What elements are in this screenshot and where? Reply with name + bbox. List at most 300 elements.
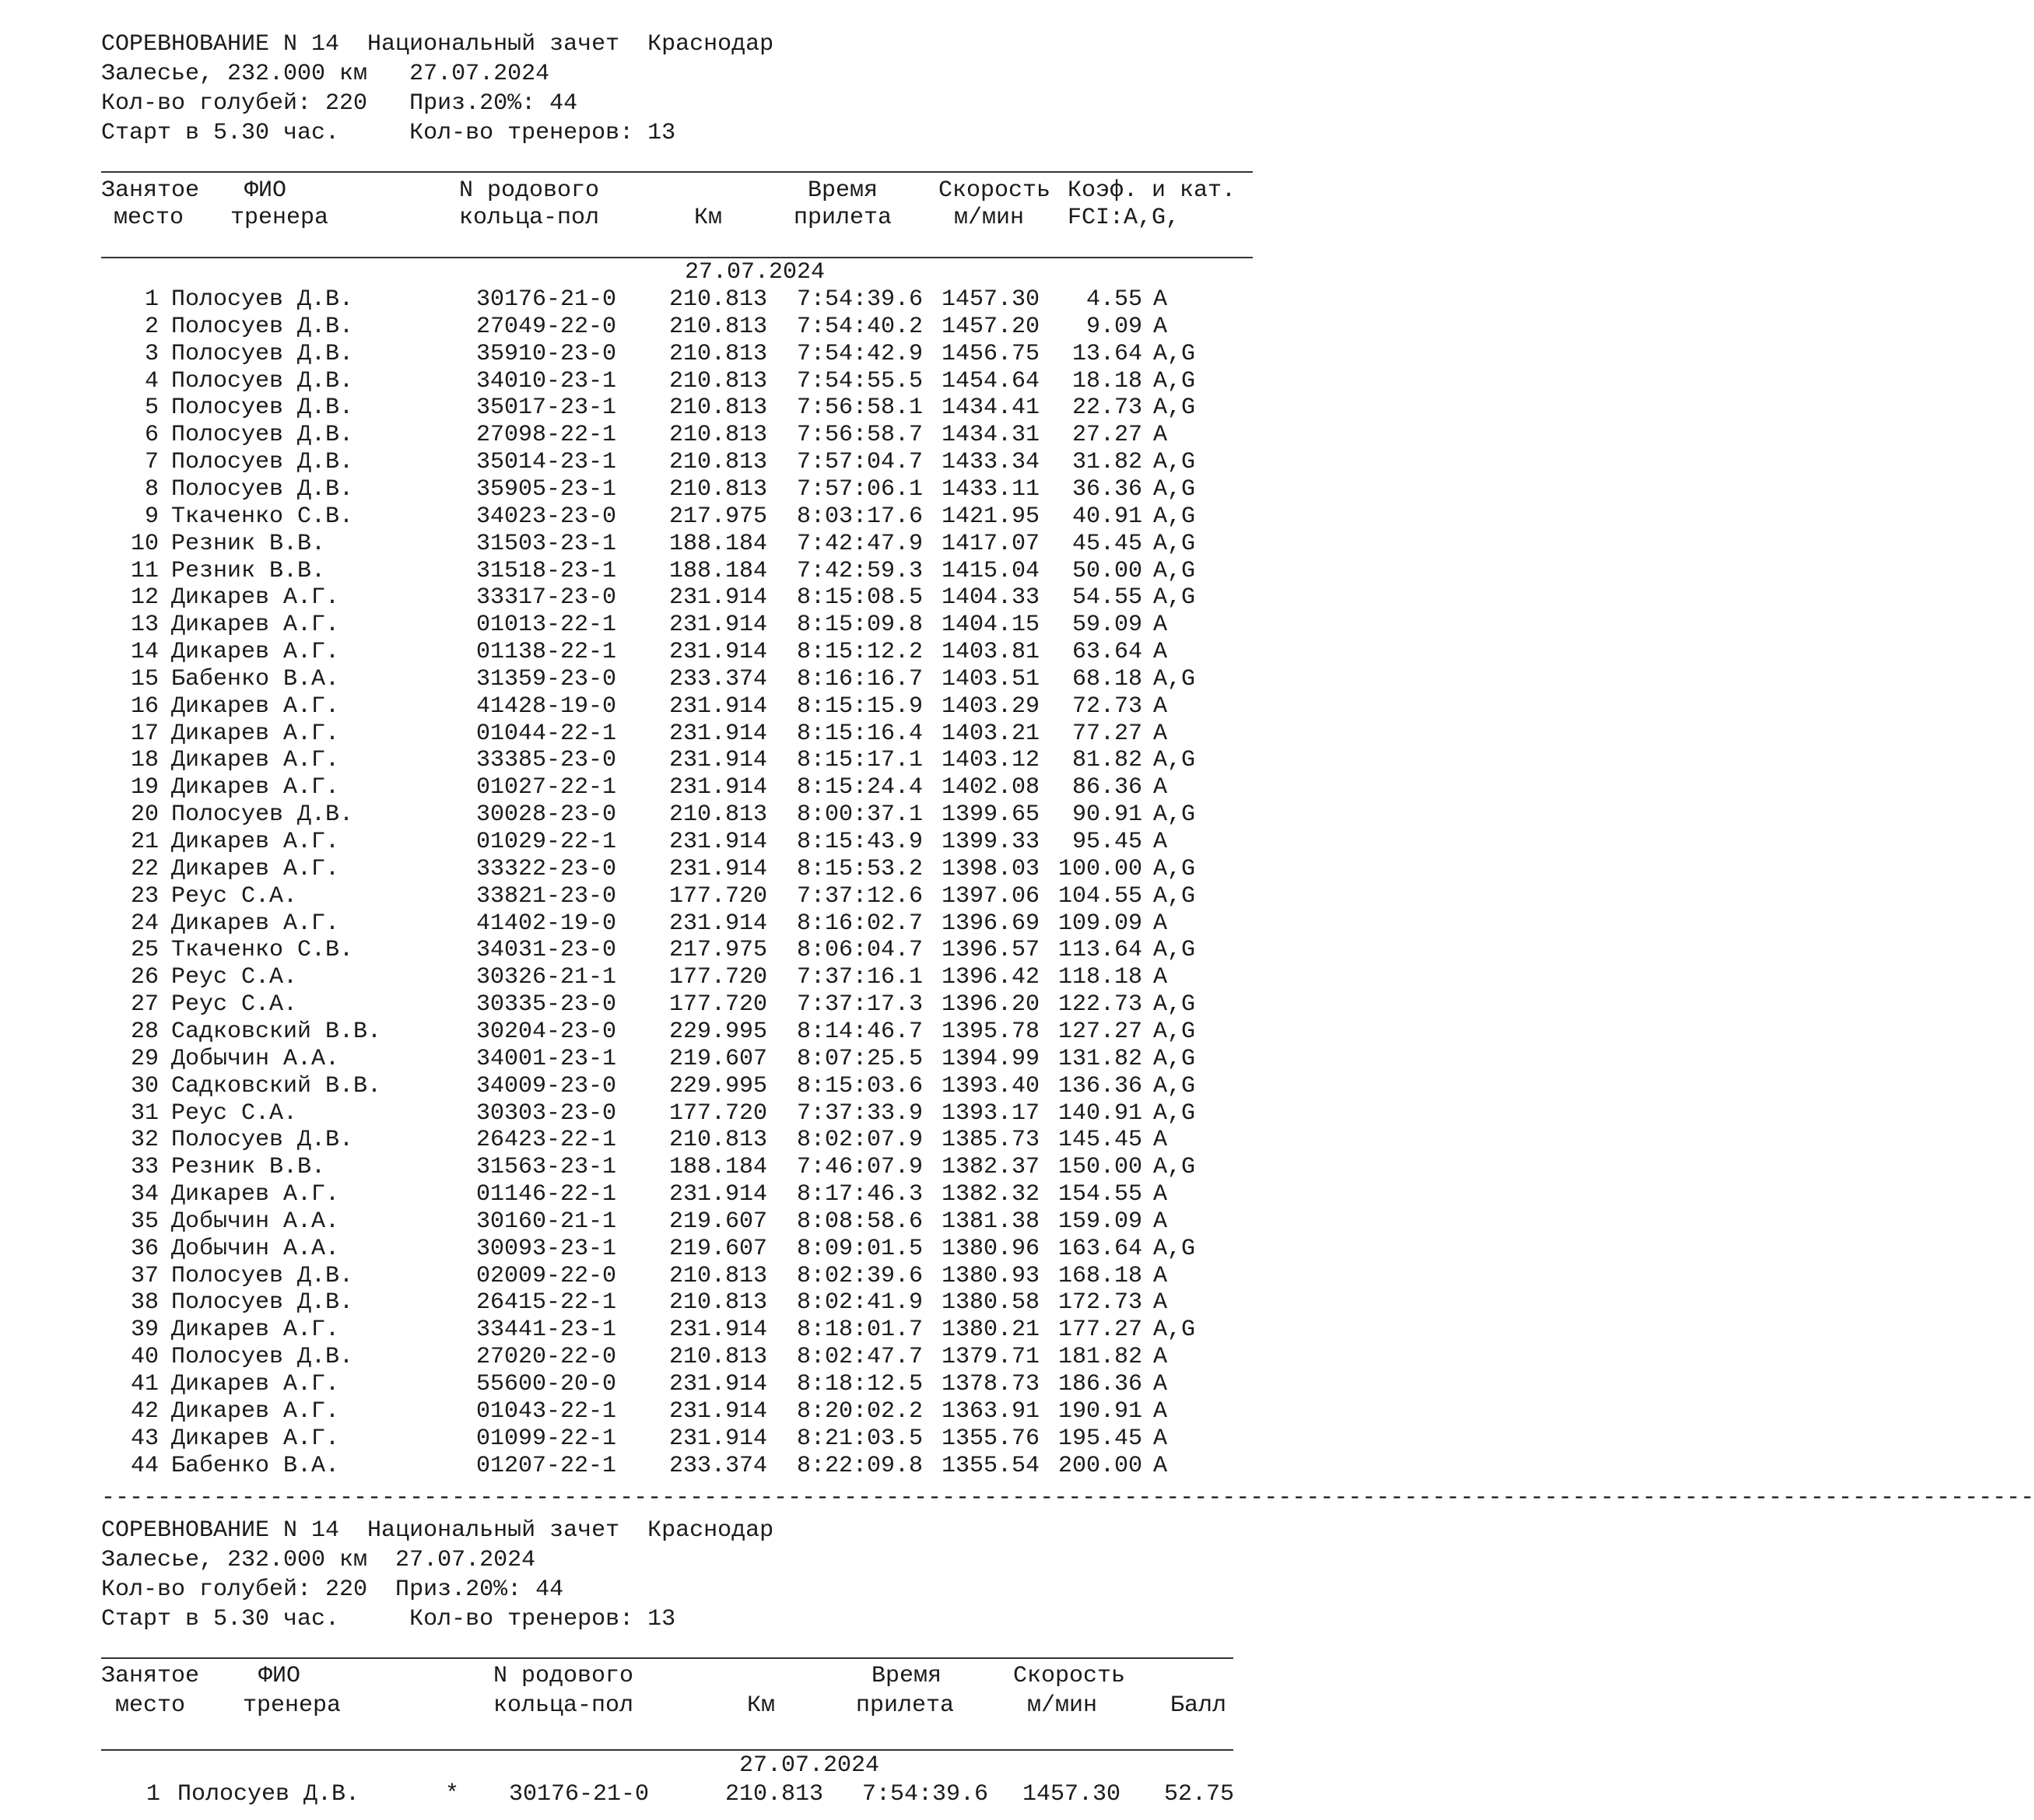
cell-cat: A,G	[1153, 666, 1196, 693]
cell-name: Дикарев А.Г.	[171, 829, 340, 855]
header-top-rule	[101, 171, 1253, 173]
cell-cat: A,G	[1153, 476, 1196, 503]
cell-time: 7:57:04.7	[796, 449, 923, 475]
cell-time: 8:06:04.7	[796, 937, 923, 963]
cell-place: 36	[130, 1236, 159, 1262]
cell-time: 8:02:07.9	[796, 1127, 923, 1153]
competition-title-line: СОРЕВНОВАНИЕ N 14 Национальный зачет Краснодар	[101, 31, 774, 58]
cell-coef: 100.00	[1057, 856, 1142, 882]
col-speed-header: Скорость	[938, 177, 1051, 204]
cell-time: 7:37:17.3	[796, 991, 923, 1018]
cell-km: 210.813	[668, 449, 767, 475]
cell-speed: 1378.73	[941, 1371, 1040, 1397]
cell-cat: A	[1153, 1425, 1168, 1452]
cell-ring: 34009-23-0	[476, 1073, 617, 1099]
cell-km: 210.813	[668, 476, 767, 503]
cell-name: Полосуев Д.В.	[171, 314, 354, 340]
cell-name: Полосуев Д.В.	[171, 395, 354, 421]
cell-ring: 31563-23-1	[476, 1154, 617, 1180]
cell-coef: 81.82	[1071, 747, 1142, 773]
cell-km: 217.975	[668, 503, 767, 530]
cell-time: 8:15:24.4	[796, 774, 923, 801]
col2-name-header-2: тренера	[243, 1692, 342, 1719]
cell-place: 43	[130, 1425, 159, 1452]
cell-time: 8:07:25.5	[796, 1046, 923, 1072]
cell-time: 7:56:58.7	[796, 422, 923, 448]
cell-ring: 30093-23-1	[476, 1236, 617, 1262]
cell-place: 21	[130, 829, 159, 855]
cell-name: Бабенко В.А.	[171, 666, 340, 693]
header-bottom-rule	[101, 257, 1253, 258]
cell-name: Полосуев Д.В.	[171, 422, 354, 448]
cell-ring: 34010-23-1	[476, 368, 617, 395]
col2-speed-header: Скорость	[1013, 1663, 1126, 1689]
col2-ring-header-2: кольца-пол	[493, 1692, 634, 1719]
cell-km: 231.914	[668, 612, 767, 638]
cell-coef: 40.91	[1071, 503, 1142, 530]
cell-ring: 41402-19-0	[476, 910, 617, 937]
cell-name: Полосуев Д.В.	[171, 1127, 354, 1153]
cell-time: 8:09:01.5	[796, 1236, 923, 1262]
cell-cat: A	[1153, 1181, 1168, 1208]
col-place-header: Занятое	[101, 177, 200, 204]
cell-km: 229.995	[668, 1073, 767, 1099]
cell-cat: A,G	[1153, 1019, 1196, 1045]
cell-place: 44	[130, 1453, 159, 1479]
cell-ring: 01138-22-1	[476, 639, 617, 665]
col-time-header: Время	[808, 177, 878, 204]
cell-time: 8:21:03.5	[796, 1425, 923, 1452]
cell-speed: 1394.99	[941, 1046, 1040, 1072]
cell-cat: A,G	[1153, 368, 1196, 395]
cell-coef: 9.09	[1085, 314, 1142, 340]
cell-speed: 1399.65	[941, 801, 1040, 828]
cell-km: 231.914	[668, 774, 767, 801]
cell-cat: A,G	[1153, 1073, 1196, 1099]
cell-name: Дикарев А.Г.	[171, 1317, 340, 1343]
cell-place: 28	[130, 1019, 159, 1045]
cell-coef: 177.27	[1057, 1317, 1142, 1343]
cell-place: 7	[144, 449, 159, 475]
cell-place: 40	[130, 1344, 159, 1370]
table-2-date: 27.07.2024	[738, 1752, 880, 1779]
cell-km: 233.374	[668, 666, 767, 693]
cell-km: 210.813	[668, 1344, 767, 1370]
cell-place: 25	[130, 937, 159, 963]
cell-coef: 186.36	[1057, 1371, 1142, 1397]
cell-name: Полосуев Д.В.	[177, 1781, 360, 1808]
cell-coef: 45.45	[1071, 531, 1142, 557]
cell-place: 6	[144, 422, 159, 448]
cell-ring: 01027-22-1	[476, 774, 617, 801]
cell-ring: 34031-23-0	[476, 937, 617, 963]
cell-coef: 77.27	[1071, 721, 1142, 747]
cell-ring: 35017-23-1	[476, 395, 617, 421]
cell-place: 2	[144, 314, 159, 340]
cell-speed: 1381.38	[941, 1208, 1040, 1235]
cell-ring: 35910-23-0	[476, 341, 617, 367]
cell-ring: 31518-23-1	[476, 558, 617, 584]
cell-name: Дикарев А.Г.	[171, 584, 340, 611]
cell-place: 12	[130, 584, 159, 611]
cell-name: Резник В.В.	[171, 1154, 326, 1180]
cell-km: 231.914	[668, 829, 767, 855]
cell-time: 8:15:03.6	[796, 1073, 923, 1099]
cell-time: 7:54:55.5	[796, 368, 923, 395]
cell-speed: 1355.54	[941, 1453, 1040, 1479]
cell-speed: 1403.12	[941, 747, 1040, 773]
cell-coef: 145.45	[1057, 1127, 1142, 1153]
cell-time: 8:15:15.9	[796, 693, 923, 720]
cell-km: 188.184	[668, 531, 767, 557]
cell-place: 38	[130, 1289, 159, 1316]
cell-cat: A,G	[1153, 856, 1196, 882]
section-divider: ------------------------------------------------------------------------------------------------------------------------------------------	[101, 1485, 2034, 1511]
cell-place: 35	[130, 1208, 159, 1235]
col-coef-header: Коэф. и кат.	[1068, 177, 1236, 204]
cell-speed: 1404.33	[941, 584, 1040, 611]
cell-ring: 41428-19-0	[476, 693, 617, 720]
cell-cat: A	[1153, 774, 1168, 801]
cell-cat: A,G	[1153, 558, 1196, 584]
start-time-line: Старт в 5.30 час. Кол-во тренеров: 13	[101, 120, 676, 146]
cell-coef: 4.55	[1085, 286, 1142, 313]
cell-coef: 86.36	[1071, 774, 1142, 801]
cell-ring: 27049-22-0	[476, 314, 617, 340]
cell-cat: A,G	[1153, 584, 1196, 611]
cell-coef: 172.73	[1057, 1289, 1142, 1316]
cell-time: 7:37:33.9	[796, 1100, 923, 1127]
cell-place: 14	[130, 639, 159, 665]
cell-ring: 26423-22-1	[476, 1127, 617, 1153]
cell-place: 34	[130, 1181, 159, 1208]
cell-coef: 159.09	[1057, 1208, 1142, 1235]
cell-ring: 27098-22-1	[476, 422, 617, 448]
cell-coef: 190.91	[1057, 1398, 1142, 1425]
table-1-date: 27.07.2024	[684, 259, 826, 286]
cell-speed: 1404.15	[941, 612, 1040, 638]
cell-speed: 1380.93	[941, 1263, 1040, 1289]
cell-km: 177.720	[668, 1100, 767, 1127]
cell-ring: 30160-21-1	[476, 1208, 617, 1235]
cell-speed: 1434.41	[941, 395, 1040, 421]
competition-title-line-2: СОРЕВНОВАНИЕ N 14 Национальный зачет Краснодар	[101, 1517, 774, 1544]
cell-km: 219.607	[668, 1208, 767, 1235]
cell-coef: 18.18	[1071, 368, 1142, 395]
cell-name: Ткаченко С.В.	[171, 937, 354, 963]
cell-name: Дикарев А.Г.	[171, 721, 340, 747]
cell-speed: 1457.30	[1022, 1781, 1120, 1808]
cell-place: 19	[130, 774, 159, 801]
cell-name: Резник В.В.	[171, 531, 326, 557]
cell-coef: 122.73	[1057, 991, 1142, 1018]
cell-ring: 33322-23-0	[476, 856, 617, 882]
cell-name: Полосуев Д.В.	[171, 476, 354, 503]
cell-place: 8	[144, 476, 159, 503]
cell-time: 8:15:16.4	[796, 721, 923, 747]
cell-cat: A,G	[1153, 801, 1196, 828]
cell-name: Полосуев Д.В.	[171, 449, 354, 475]
cell-speed: 1417.07	[941, 531, 1040, 557]
cell-cat: A	[1153, 964, 1168, 991]
cell-ring: 30176-21-0	[476, 286, 617, 313]
cell-mark: *	[445, 1781, 460, 1808]
cell-place: 27	[130, 991, 159, 1018]
cell-time: 8:15:17.1	[796, 747, 923, 773]
cell-time: 8:18:12.5	[796, 1371, 923, 1397]
cell-speed: 1433.34	[941, 449, 1040, 475]
cell-km: 231.914	[668, 693, 767, 720]
cell-name: Дикарев А.Г.	[171, 774, 340, 801]
cell-cat: A	[1153, 422, 1168, 448]
cell-coef: 54.55	[1071, 584, 1142, 611]
cell-name: Дикарев А.Г.	[171, 1425, 340, 1452]
cell-name: Дикарев А.Г.	[171, 1371, 340, 1397]
cell-speed: 1396.57	[941, 937, 1040, 963]
cell-time: 8:18:01.7	[796, 1317, 923, 1343]
cell-coef: 150.00	[1057, 1154, 1142, 1180]
cell-coef: 195.45	[1057, 1425, 1142, 1452]
cell-speed: 1382.32	[941, 1181, 1040, 1208]
col-coef-header-2: FCI:A,G,	[1068, 205, 1180, 231]
cell-name: Реус С.А.	[171, 1100, 298, 1127]
cell-place: 13	[130, 612, 159, 638]
cell-km: 229.995	[668, 1019, 767, 1045]
col2-time-header: Время	[871, 1663, 942, 1689]
cell-place: 31	[130, 1100, 159, 1127]
cell-km: 210.813	[668, 368, 767, 395]
cell-ring: 33385-23-0	[476, 747, 617, 773]
cell-ring: 26415-22-1	[476, 1289, 617, 1316]
cell-cat: A	[1153, 1398, 1168, 1425]
cell-name: Добычин А.А.	[171, 1046, 340, 1072]
cell-place: 5	[144, 395, 159, 421]
cell-place: 9	[144, 503, 159, 530]
cell-ring: 55600-20-0	[476, 1371, 617, 1397]
cell-time: 8:14:46.7	[796, 1019, 923, 1045]
cell-name: Реус С.А.	[171, 991, 298, 1018]
cell-place: 3	[144, 341, 159, 367]
cell-place: 41	[130, 1371, 159, 1397]
cell-name: Реус С.А.	[171, 883, 298, 910]
col-name-header-2: тренера	[230, 205, 329, 231]
cell-name: Дикарев А.Г.	[171, 1398, 340, 1425]
cell-time: 8:15:43.9	[796, 829, 923, 855]
cell-name: Резник В.В.	[171, 558, 326, 584]
col2-name-header: ФИО	[258, 1663, 301, 1689]
cell-coef: 127.27	[1057, 1019, 1142, 1045]
cell-cat: A,G	[1153, 1317, 1196, 1343]
col2-time-header-2: прилета	[856, 1692, 955, 1719]
col-speed-header-2: м/мин	[954, 205, 1025, 231]
cell-ring: 31359-23-0	[476, 666, 617, 693]
header-bottom-rule-2	[101, 1749, 1233, 1751]
cell-time: 8:15:08.5	[796, 584, 923, 611]
cell-ring: 30335-23-0	[476, 991, 617, 1018]
cell-time: 8:22:09.8	[796, 1453, 923, 1479]
cell-speed: 1393.17	[941, 1100, 1040, 1127]
cell-speed: 1421.95	[941, 503, 1040, 530]
cell-speed: 1403.21	[941, 721, 1040, 747]
cell-speed: 1397.06	[941, 883, 1040, 910]
cell-cat: A	[1153, 612, 1168, 638]
cell-speed: 1385.73	[941, 1127, 1040, 1153]
cell-time: 7:54:40.2	[796, 314, 923, 340]
cell-cat: A,G	[1153, 531, 1196, 557]
cell-time: 7:42:47.9	[796, 531, 923, 557]
cell-speed: 1380.21	[941, 1317, 1040, 1343]
col2-km-header: Км	[747, 1692, 776, 1719]
cell-cat: A	[1153, 286, 1168, 313]
cell-coef: 118.18	[1057, 964, 1142, 991]
location-line: Залесье, 232.000 км 27.07.2024	[101, 61, 550, 87]
cell-cat: A,G	[1153, 449, 1196, 475]
cell-coef: 13.64	[1071, 341, 1142, 367]
cell-coef: 50.00	[1071, 558, 1142, 584]
cell-coef: 109.09	[1057, 910, 1142, 937]
cell-name: Полосуев Д.В.	[171, 1263, 354, 1289]
cell-name: Садковский В.В.	[171, 1073, 382, 1099]
col-ring-header-2: кольца-пол	[459, 205, 600, 231]
cell-speed: 1379.71	[941, 1344, 1040, 1370]
cell-speed: 1393.40	[941, 1073, 1040, 1099]
cell-ring: 33441-23-1	[476, 1317, 617, 1343]
start-time-line-2: Старт в 5.30 час. Кол-во тренеров: 13	[101, 1606, 676, 1632]
cell-cat: A	[1153, 314, 1168, 340]
cell-speed: 1396.42	[941, 964, 1040, 991]
cell-km: 231.914	[668, 584, 767, 611]
cell-ring: 27020-22-0	[476, 1344, 617, 1370]
cell-coef: 168.18	[1057, 1263, 1142, 1289]
cell-ring: 01043-22-1	[476, 1398, 617, 1425]
cell-cat: A,G	[1153, 937, 1196, 963]
cell-ring: 34023-23-0	[476, 503, 617, 530]
cell-km: 188.184	[668, 1154, 767, 1180]
cell-km: 210.813	[668, 1289, 767, 1316]
cell-name: Ткаченко С.В.	[171, 503, 354, 530]
cell-name: Дикарев А.Г.	[171, 910, 340, 937]
cell-coef: 63.64	[1071, 639, 1142, 665]
cell-coef: 95.45	[1071, 829, 1142, 855]
cell-place: 33	[130, 1154, 159, 1180]
cell-time: 7:56:58.1	[796, 395, 923, 421]
cell-km: 188.184	[668, 558, 767, 584]
cell-name: Дикарев А.Г.	[171, 693, 340, 720]
cell-name: Дикарев А.Г.	[171, 856, 340, 882]
cell-name: Бабенко В.А.	[171, 1453, 340, 1479]
col-time-header-2: прилета	[794, 205, 893, 231]
cell-ring: 33317-23-0	[476, 584, 617, 611]
cell-speed: 1454.64	[941, 368, 1040, 395]
cell-time: 8:03:17.6	[796, 503, 923, 530]
cell-coef: 36.36	[1071, 476, 1142, 503]
cell-place: 26	[130, 964, 159, 991]
cell-km: 177.720	[668, 883, 767, 910]
cell-speed: 1403.29	[941, 693, 1040, 720]
cell-ring: 01146-22-1	[476, 1181, 617, 1208]
cell-name: Дикарев А.Г.	[171, 1181, 340, 1208]
cell-km: 177.720	[668, 964, 767, 991]
cell-time: 8:02:41.9	[796, 1289, 923, 1316]
cell-speed: 1402.08	[941, 774, 1040, 801]
cell-speed: 1363.91	[941, 1398, 1040, 1425]
cell-km: 231.914	[668, 1425, 767, 1452]
cell-time: 8:00:37.1	[796, 801, 923, 828]
cell-place: 1	[146, 1781, 160, 1808]
col2-score-header: Балл	[1170, 1692, 1227, 1719]
cell-speed: 1396.20	[941, 991, 1040, 1018]
cell-cat: A,G	[1153, 991, 1196, 1018]
cell-speed: 1380.96	[941, 1236, 1040, 1262]
cell-place: 20	[130, 801, 159, 828]
cell-time: 7:54:42.9	[796, 341, 923, 367]
cell-place: 22	[130, 856, 159, 882]
cell-place: 30	[130, 1073, 159, 1099]
cell-speed: 1434.31	[941, 422, 1040, 448]
cell-time: 7:46:07.9	[796, 1154, 923, 1180]
cell-ring: 31503-23-1	[476, 531, 617, 557]
cell-km: 231.914	[668, 721, 767, 747]
cell-place: 16	[130, 693, 159, 720]
cell-km: 231.914	[668, 910, 767, 937]
cell-name: Дикарев А.Г.	[171, 612, 340, 638]
col-ring-header: N родового	[459, 177, 600, 204]
cell-speed: 1456.75	[941, 341, 1040, 367]
cell-cat: A	[1153, 1289, 1168, 1316]
cell-time: 8:08:58.6	[796, 1208, 923, 1235]
cell-name: Полосуев Д.В.	[171, 1344, 354, 1370]
col-name-header: ФИО	[244, 177, 287, 204]
cell-name: Дикарев А.Г.	[171, 747, 340, 773]
cell-name: Садковский В.В.	[171, 1019, 382, 1045]
cell-ring: 30303-23-0	[476, 1100, 617, 1127]
cell-place: 42	[130, 1398, 159, 1425]
cell-ring: 01207-22-1	[476, 1453, 617, 1479]
cell-km: 231.914	[668, 1371, 767, 1397]
cell-speed: 1398.03	[941, 856, 1040, 882]
cell-time: 7:42:59.3	[796, 558, 923, 584]
cell-km: 231.914	[668, 856, 767, 882]
cell-time: 7:37:12.6	[796, 883, 923, 910]
cell-coef: 131.82	[1057, 1046, 1142, 1072]
cell-speed: 1399.33	[941, 829, 1040, 855]
cell-cat: A	[1153, 721, 1168, 747]
cell-coef: 31.82	[1071, 449, 1142, 475]
cell-km: 210.813	[668, 314, 767, 340]
cell-km: 233.374	[668, 1453, 767, 1479]
cell-km: 231.914	[668, 1317, 767, 1343]
cell-km: 210.813	[668, 395, 767, 421]
cell-time: 8:17:46.3	[796, 1181, 923, 1208]
cell-cat: A,G	[1153, 883, 1196, 910]
cell-km: 210.813	[668, 422, 767, 448]
cell-time: 8:15:12.2	[796, 639, 923, 665]
cell-place: 39	[130, 1317, 159, 1343]
col2-speed-header-2: м/мин	[1027, 1692, 1098, 1719]
cell-coef: 68.18	[1071, 666, 1142, 693]
cell-coef: 136.36	[1057, 1073, 1142, 1099]
cell-cat: A	[1153, 1371, 1168, 1397]
cell-place: 11	[130, 558, 159, 584]
cell-ring: 30028-23-0	[476, 801, 617, 828]
cell-name: Дикарев А.Г.	[171, 639, 340, 665]
cell-time: 7:37:16.1	[796, 964, 923, 991]
cell-cat: A	[1153, 1344, 1168, 1370]
cell-km: 210.813	[668, 1127, 767, 1153]
cell-place: 10	[130, 531, 159, 557]
cell-name: Добычин А.А.	[171, 1208, 340, 1235]
pigeon-count-line-2: Кол-во голубей: 220 Приз.20%: 44	[101, 1576, 564, 1603]
